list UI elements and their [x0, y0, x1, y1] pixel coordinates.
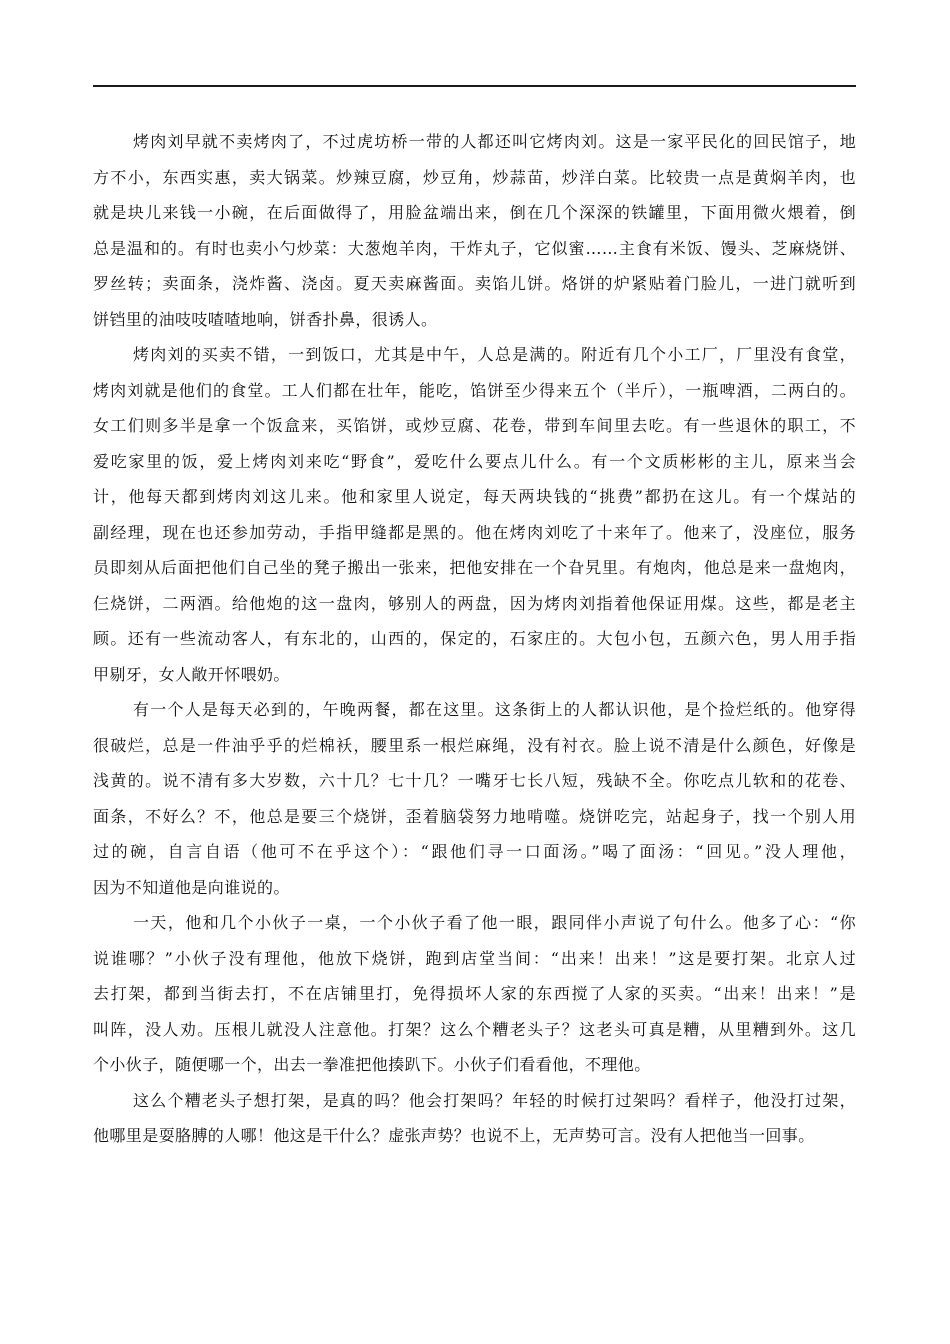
text-line: 方不小，东西实惠，卖大锅菜。炒辣豆腐，炒豆角，炒蒜苗，炒洋白菜。比较贵一点是黄焖羊肉，也 [93, 167, 856, 187]
article-body [93, 124, 856, 1154]
text-line: 浅黄的。说不清有多大岁数，六十几？七十几？一嘴牙七长八短，残缺不全。你吃点儿软和的花卷、 [93, 771, 856, 790]
text-line: 总是温和的。有时也卖小勺炒菜：大葱炮羊肉，干炸丸子，它似蜜……主食有米饭、馒头、芝麻烧饼、 [93, 238, 856, 258]
text-line: 就是块儿来钱一小碗，在后面做得了，用脸盆端出来，倒在几个深深的铁罐里，下面用微火煨着，倒 [93, 203, 856, 222]
paragraph-2 [93, 337, 856, 692]
text-line: 罗丝转；卖面条，浇炸酱、浇卤。夏天卖麻酱面。卖馅儿饼。烙饼的炉紧贴着门脸儿，一进门就听到 [93, 274, 856, 293]
text-line: 烤肉刘就是他们的食堂。工人们都在壮年，能吃，馅饼至少得来五个（半斤），一瓶啤酒，二两白的。 [93, 380, 856, 400]
text-line: 顾。还有一些流动客人，有东北的，山西的，保定的，石家庄的。大包小包，五颜六色，男人用手指 [93, 629, 856, 648]
text-line: 因为不知道他是向谁说的。 [93, 877, 290, 897]
paragraph-4 [93, 905, 856, 1083]
text-line: 烤肉刘的买卖不错，一到饭口，尤其是中午，人总是满的。附近有几个小工厂，厂里没有食堂， [133, 345, 856, 364]
text-line: 叫阵，没人劝。压根儿就没人注意他。打架？这么个糟老头子？这老头可真是糟，从里糟到外。这几 [93, 1019, 856, 1039]
text-line: 甲剔牙，女人敞开怀喂奶。 [93, 664, 290, 684]
text-line: 有一个人是每天必到的，午晚两餐，都在这里。这条街上的人都认识他，是个捡烂纸的。他穿得 [133, 700, 856, 719]
paragraph-3 [93, 692, 856, 905]
text-line: 这么个糟老头子想打架，是真的吗？他会打架吗？年轻的时候打过架吗？看样子，他没打过架， [133, 1090, 856, 1110]
text-line: 一天，他和几个小伙子一桌，一个小伙子看了他一眼，跟同伴小声说了句什么。他多了心：“你 [133, 913, 856, 932]
text-line: 很破烂，总是一件油乎乎的烂棉袄，腰里系一根烂麻绳，没有衬衣。脸上说不清是什么颜色，好像是 [93, 735, 856, 755]
text-line: 烤肉刘早就不卖烤肉了，不过虎坊桥一带的人都还叫它烤肉刘。这是一家平民化的回民馆子，地 [133, 132, 856, 151]
text-line: 仨烧饼，二两酒。给他炮的这一盘肉，够别人的两盘，因为烤肉刘指着他保证用煤。这些，都是老主 [93, 593, 856, 613]
text-line: 爱吃家里的饭，爱上烤肉刘来吃“野食”，爱吃什么要点儿什么。有一个文质彬彬的主儿，原来当会 [93, 451, 856, 471]
text-line: 副经理，现在也还参加劳动，手指甲缝都是黑的。他在烤肉刘吃了十来年了。他来了，没座位，服务 [93, 522, 856, 542]
paragraph-5 [93, 1083, 856, 1154]
text-line: 员即刻从后面把他们自己坐的凳子搬出一张来，把他安排在一个旮旯里。有炮肉，他总是来一盘炮肉， [93, 558, 856, 577]
text-line: 面条，不好么？不，他总是要三个烧饼，歪着脑袋努力地啃噬。烧饼吃完，站起身子，找一个别人用 [93, 806, 856, 826]
text-line: 过的碗，自言自语（他可不在乎这个）：“跟他们寻一口面汤。”喝了面汤：“回见。”没人理他， [93, 842, 856, 861]
text-line: 去打架，都到当街去打，不在店铺里打，免得损坏人家的东西搅了人家的买卖。“出来！出来！”是 [93, 984, 856, 1003]
text-line: 他哪里是耍胳膊的人哪！他这是干什么？虚张声势？也说不上，无声势可言。没有人把他当一回事。 [93, 1126, 815, 1145]
text-line: 女工们则多半是拿一个饭盒来，买馅饼，或炒豆腐、花卷，带到车间里去吃。有一些退休的职工，不 [93, 416, 856, 435]
paragraph-1 [93, 124, 856, 337]
text-line: 饼铛里的油吱吱喳喳地响，饼香扑鼻，很诱人。 [93, 309, 438, 329]
header-rule [93, 85, 856, 87]
text-line: 个小伙子，随便哪一个，出去一拳准把他揍趴下。小伙子们看看他，不理他。 [93, 1055, 651, 1074]
text-line: 计，他每天都到烤肉刘这儿来。他和家里人说定，每天两块钱的“挑费”都扔在这儿。有一个煤站的 [93, 487, 856, 506]
text-line: 说谁哪？”小伙子没有理他，他放下烧饼，跑到店堂当间：“出来！出来！”这是要打架。北京人过 [93, 948, 856, 968]
